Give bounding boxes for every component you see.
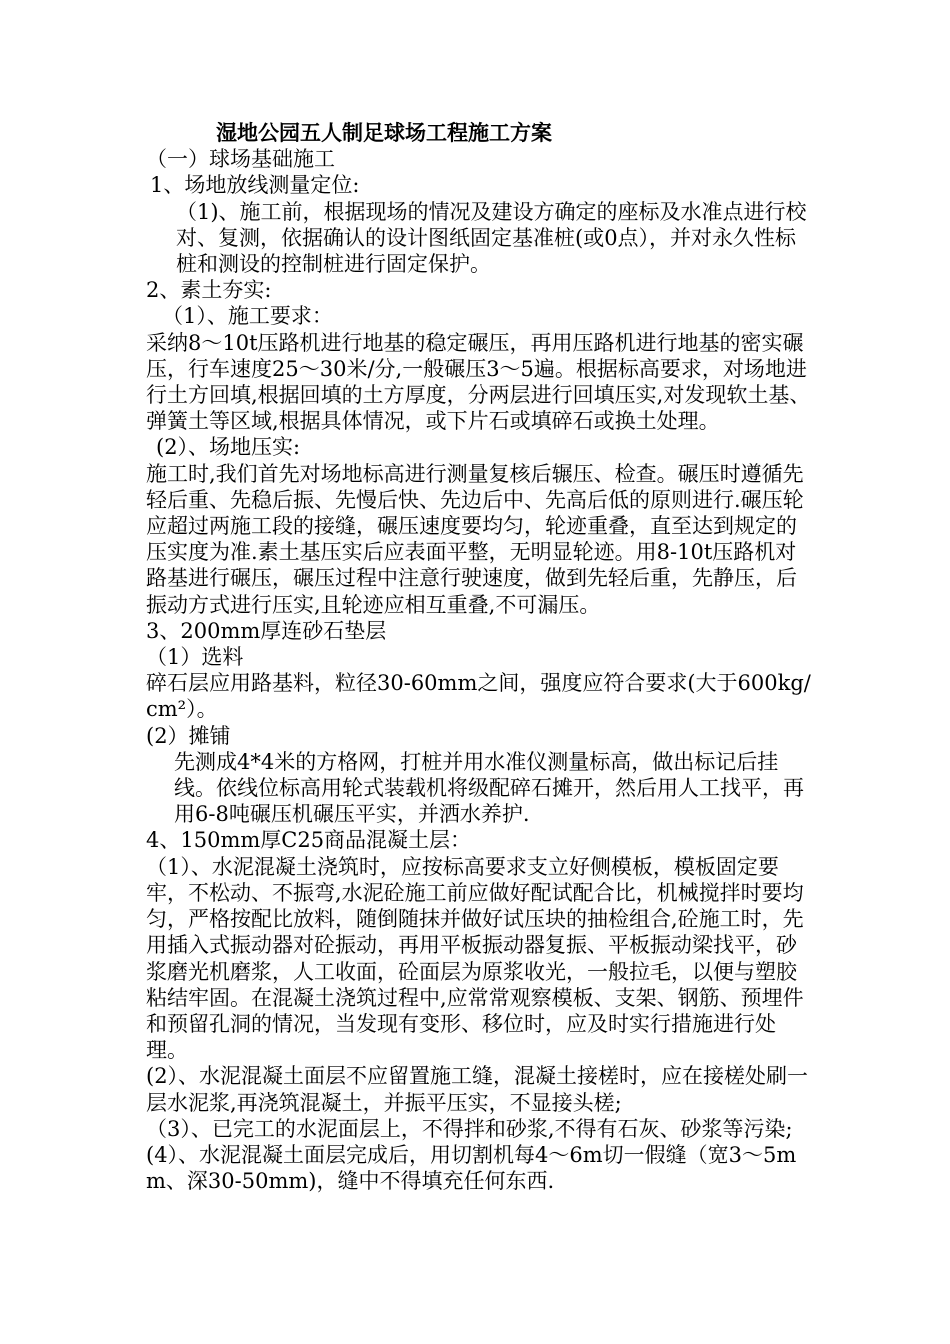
subsection-heading: 1、场地放线测量定位: (150, 173, 360, 198)
paragraph: 先测成4*4米的方格网，打桩并用水准仪测量标高，做出标记后挂线。依线位标高用轮式装载机将级配碎石摊开，然后用人工找平，再用6-8吨碾压机碾压平实，并洒水养护. (174, 749, 804, 827)
document-title: 湿地公园五人制足球场工程施工方案 (216, 120, 552, 145)
subsection-heading: 2、素土夯实: (146, 278, 272, 303)
section-heading: （一）球场基础施工 (146, 147, 335, 172)
paragraph: （3）、已完工的水泥面层上，不得拌和砂浆,不得有石灰、砂浆等污染; (146, 1116, 793, 1141)
paragraph: (4）、水泥混凝土面层完成后，用切割机每4～6m切一假缝（宽3～5mm、深30-50mm)，缝中不得填充任何东西. (146, 1142, 797, 1194)
paragraph: （1)、施工前，根据现场的情况及建设方确定的座标及水准点进行校对、复测，依据确认的设计图纸固定基准桩(或0点），并对永久性标桩和测设的控制桩进行固定保护。 (176, 199, 807, 277)
subsection-heading: 4、150mm厚C25商品混凝土层： (146, 828, 472, 853)
paragraph: 碎石层应用路基料，粒径30-60mm之间，强度应符合要求(大于600kg/cm²）。 (146, 671, 811, 722)
paragraph: 采纳8～10t压路机进行地基的稳定碾压，再用压路机进行地基的密实碾压，行车速度25～30米/分,一般碾压3～5遍。根据标高要求，对场地进行土方回填,根据回填的土方厚度，分两层进行回填压实,对发现软土基、弹簧土等区域,根据具体情况，或下片石或填碎石或换土处理。 (146, 330, 811, 434)
document-page (146, 120, 816, 1194)
paragraph: (2）、水泥混凝土面层不应留置施工缝，混凝土接槎时，应在接槎处刷一层水泥浆,再浇筑混凝土，并振平压实，不显接头槎; (146, 1064, 809, 1115)
subsection-heading: 3、200mm厚连砂石垫层 (146, 618, 387, 643)
paragraph: （1）、水泥混凝土浇筑时，应按标高要求支立好侧模板，模板固定要牢，不松动、不振弯,水泥砼施工前应做好配试配合比，机械搅拌时要均匀，严格按配比放料，随倒随抹并做好试压块的抽检组合,砼施工时，先用插入式振动器对砼振动，再用平板振动器复振、平板振动梁找平，砂浆磨光机磨浆，人工收面，砼面层为原浆收光，一般拉毛，以便与塑胶粘结牢固。在混凝土浇筑过程中,应常常观察模板、支架、钢筋、预埋件和预留孔洞的情况，当发现有变形、移位时，应及时实行措施进行处理。 (146, 854, 804, 1063)
item-heading: (2）摊铺 (146, 723, 231, 748)
item-heading: （1）、施工要求： (162, 304, 333, 329)
item-heading: （1）选料 (146, 645, 244, 670)
item-heading: (2）、场地压实: (156, 435, 301, 460)
paragraph: 施工时,我们首先对场地标高进行测量复核后辗压、检查。碾压时遵循先轻后重、先稳后振、先慢后快、先边后中、先高后低的原则进行.碾压轮应超过两施工段的接缝，碾压速度要均匀，轮迹重叠，直至达到规定的压实度为准.素土基压实后应表面平整，无明显轮迹。用8-10t压路机对路基进行碾压，碾压过程中注意行驶速度，做到先轻后重，先静压，后振动方式进行压实,且轮迹应相互重叠,不可漏压。 (146, 461, 804, 617)
